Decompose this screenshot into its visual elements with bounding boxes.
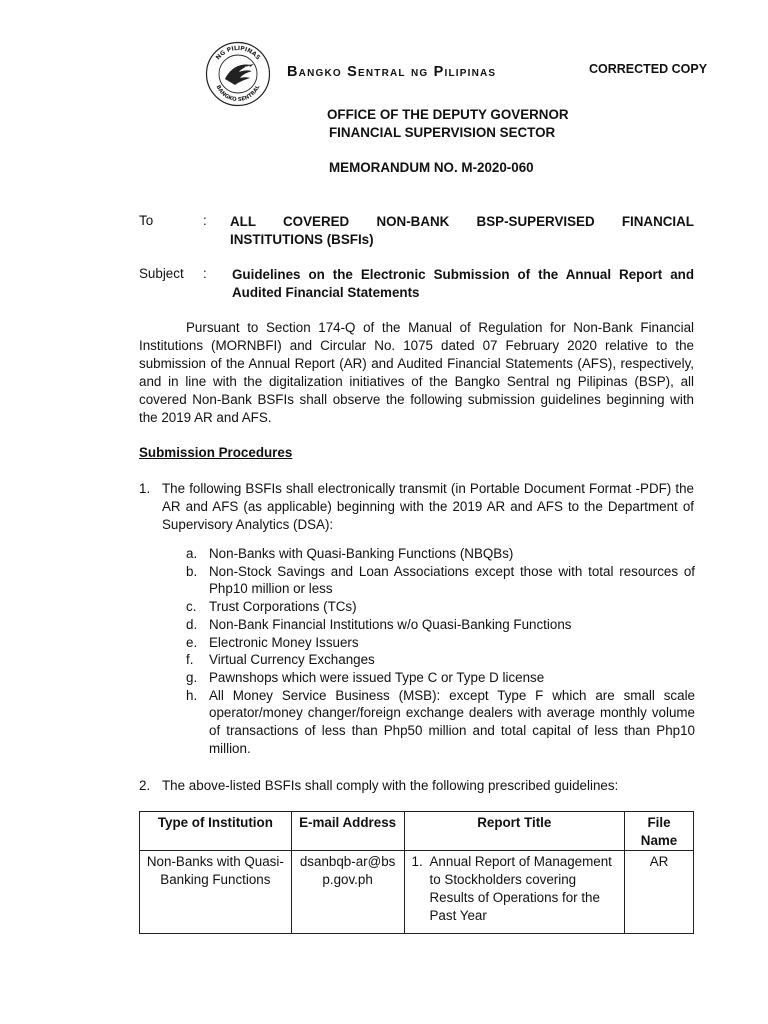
list-item: [186, 545, 695, 563]
list-text: Virtual Currency Exchanges: [209, 652, 375, 668]
procedure-item-2: [139, 777, 694, 795]
corrected-copy-label: CORRECTED COPY: [589, 62, 708, 76]
cell-file-name: AR: [625, 851, 694, 934]
item-number: 1.: [139, 481, 151, 496]
header-file-name: File Name: [625, 812, 694, 851]
guidelines-table: [139, 811, 694, 934]
table-header-row: [140, 812, 694, 851]
list-letter: a.: [186, 546, 198, 561]
header-type-of-institution: Type of Institution: [140, 812, 292, 851]
list-item: [186, 634, 695, 652]
bsp-seal-logo: [205, 41, 271, 107]
list-text: Electronic Money Issuers: [209, 634, 359, 650]
cell-email: [291, 851, 404, 934]
item-text: The following BSFIs shall electronically transmit (in Portable Document Format -PDF) the AR and AFS (as applicable) beginning with the 2019 AR and AFS to the Department of Supervisory Analytics (DSA):: [162, 481, 694, 532]
header-report-title: Report Title: [404, 812, 625, 851]
sector-title: FINANCIAL SUPERVISION SECTOR: [329, 125, 556, 140]
list-text: Trust Corporations (TCs): [209, 599, 357, 615]
intro-paragraph: Pursuant to Section 174-Q of the Manual of Regulation for Non-Bank Financial Institutions (MORNBFI) and Circular No. 1075 dated 07 February 2020 relative to the submission of the Annual Report (AR) and Audited Financial Statements (AFS), respectively, and in line with the digitalization initiatives of the Bangko Sentral ng Pilipinas (BSP), all covered Non-Bank BSFIs shall observe the following submission guidelines beginning with the 2019 AR and AFS.: [139, 320, 694, 425]
list-letter: d.: [186, 616, 198, 632]
table-row: [140, 851, 694, 934]
list-letter: e.: [186, 634, 198, 650]
office-title: OFFICE OF THE DEPUTY GOVERNOR: [327, 107, 569, 122]
cell-report-title: [404, 851, 625, 934]
to-recipients: ALL COVERED NON-BANK BSP-SUPERVISED FINANCIAL INSTITUTIONS (BSFIs): [230, 214, 694, 247]
list-text: Non-Bank Financial Institutions w/o Quasi-Banking Functions: [209, 616, 572, 632]
to-colon: :: [203, 213, 207, 228]
bsfi-list: [186, 545, 695, 757]
report-number: 1.: [411, 854, 423, 869]
report-title-item: [409, 853, 621, 925]
list-letter: f.: [186, 652, 194, 668]
list-item: [186, 616, 695, 634]
subject-colon: :: [203, 266, 207, 281]
list-letter: h.: [186, 687, 198, 703]
list-item: [186, 687, 695, 758]
list-text: Non-Banks with Quasi-Banking Functions (NBQBs): [209, 546, 514, 561]
svg-text:BANGKO SENTRAL: BANGKO SENTRAL: [214, 84, 262, 104]
list-item: [186, 651, 695, 669]
cell-institution-type: Non-Banks with Quasi-Banking Functions: [140, 851, 292, 934]
list-item: [186, 669, 695, 687]
list-letter: b.: [186, 563, 198, 579]
header-email-address: E-mail Address: [291, 812, 404, 851]
list-text: All Money Service Business (MSB): except Type F which are small scale operator/money changer/foreign exchange dealers with average monthly volume of transactions of less than Php50 million and total capital of less than Php10 million.: [209, 687, 695, 756]
procedure-item-1: [139, 480, 694, 534]
list-item: [186, 598, 695, 616]
memorandum-number: MEMORANDUM NO. M-2020-060: [329, 160, 534, 175]
list-letter: c.: [186, 599, 197, 615]
bank-name: Bangko Sentral ng Pilipinas: [287, 64, 497, 80]
to-label: To: [139, 213, 154, 228]
svg-text:NG PILIPINAS: NG PILIPINAS: [214, 44, 262, 62]
list-text: Pawnshops which were issued Type C or Type D license: [209, 669, 545, 685]
email-address: dsanbqb-ar@bsp.gov.ph: [299, 854, 396, 887]
list-item: [186, 563, 695, 598]
list-letter: g.: [186, 669, 198, 685]
subject-label: Subject: [139, 266, 184, 281]
report-title-text: Annual Report of Management to Stockholders covering Results of Operations for the Past Year: [429, 854, 612, 923]
item-number: 2.: [139, 778, 151, 793]
item-text: The above-listed BSFIs shall comply with the following prescribed guidelines:: [162, 778, 619, 793]
list-text: Non-Stock Savings and Loan Associations except those with total resources of Php10 million or less: [209, 563, 695, 597]
subject-text: Guidelines on the Electronic Submission of the Annual Report and Audited Financial Statements: [232, 267, 694, 300]
section-heading: Submission Procedures: [139, 445, 293, 460]
